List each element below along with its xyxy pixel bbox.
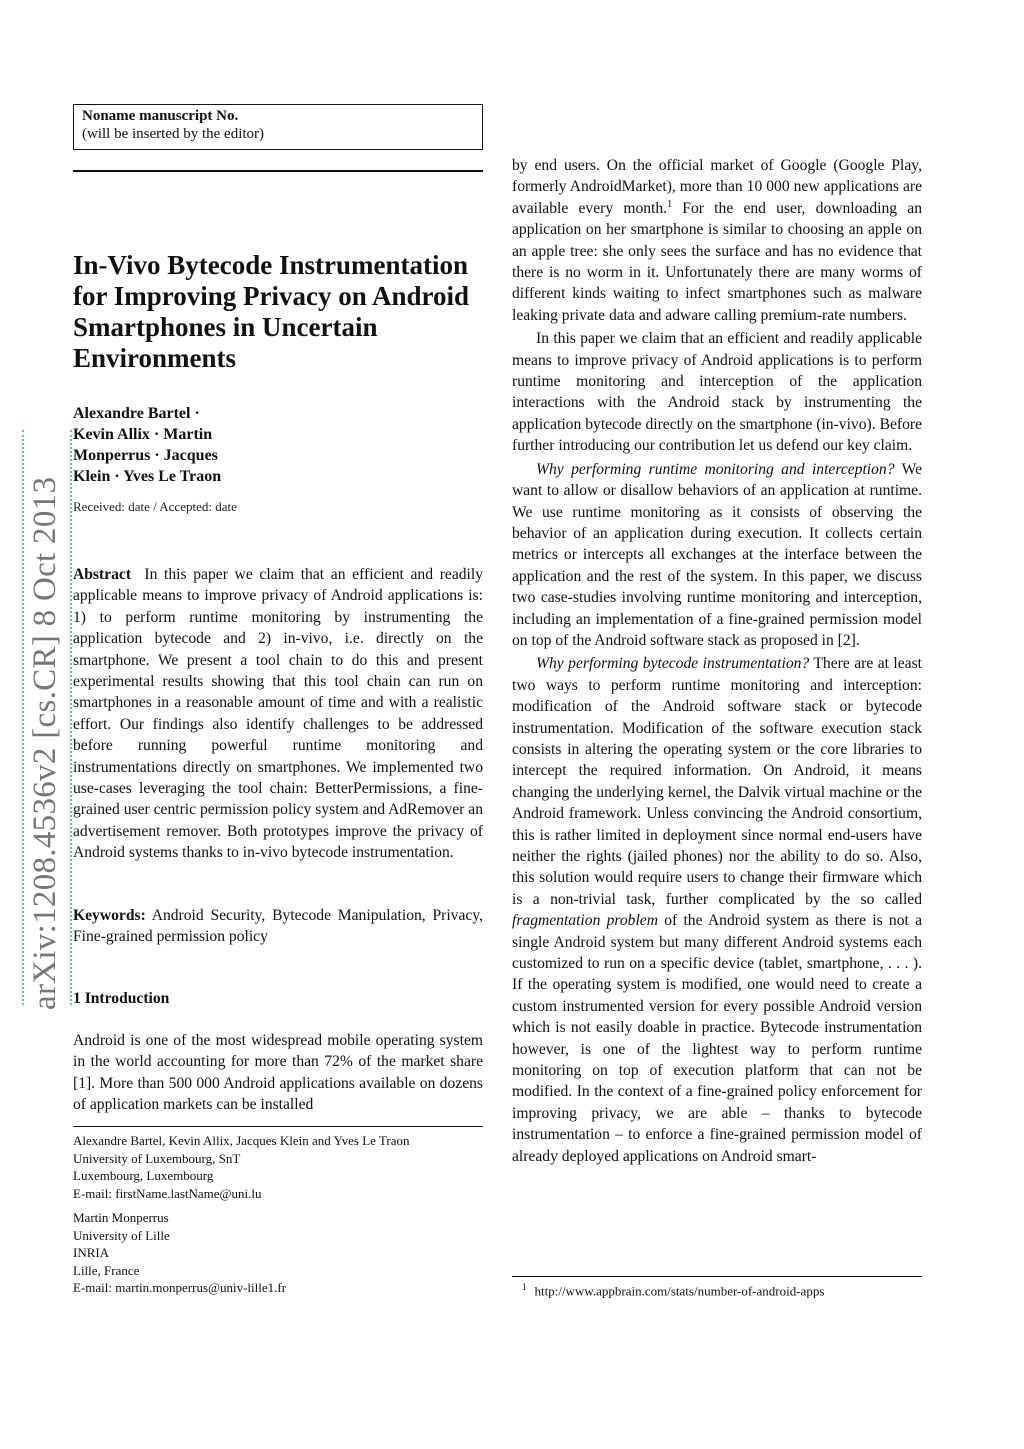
footnote-mark: 1 (522, 1282, 527, 1292)
affiliation-block (73, 1132, 410, 1202)
affiliation-line: E-mail: firstName.lastName@uni.lu (73, 1185, 262, 1201)
body-text: by end users. On the official market of Google (Google Play, formerly AndroidMarket), more than 10 000 new applications are available every month. (512, 157, 922, 217)
author-line: Klein · Yves Le Traon (73, 468, 222, 485)
footnote (522, 1282, 824, 1299)
abstract-label: Abstract (73, 566, 132, 583)
footnote-ref: 1 (667, 198, 673, 210)
keywords-text: Android Security, Bytecode Manipulation, Privacy, Fine-grained permission policy (73, 907, 484, 946)
body-paragraph (512, 653, 922, 1167)
received-date: Received: date / Accepted: date (73, 499, 237, 514)
affiliation-line: Martin Monperrus (73, 1210, 169, 1225)
affiliation-line: INRIA (73, 1245, 110, 1260)
body-paragraph (512, 155, 922, 326)
abstract (73, 564, 483, 864)
right-column (512, 155, 922, 1167)
affiliation-rule (73, 1126, 483, 1127)
paragraph-lead: Why performing runtime monitoring and interception? (536, 460, 895, 478)
keywords (73, 905, 483, 948)
arxiv-identifier: arXiv:1208.4536v2 [cs.CR] 8 Oct 2013 (27, 476, 63, 1010)
body-paragraph (512, 459, 922, 652)
abstract-text: In this paper we claim that an efficient and readily applicable means to improve privacy of Android applications is: 1) to perform runtime monitoring by instrumenting the application bytecode and 2) in-vivo, i.e. directly on the smartphone. We present a tool chain to do this and present experimental results showing that this tool chain can run on smartphones in a reasonable amount of time and with a realistic effort. Our findings also identify challenges to be addressed before running powerful runtime monitoring and instrumentations directly on smartphones. We implemented two use-cases leveraging the tool chain: BetterPermissions, a fine-grained user centric permission policy system and AdRemover an advertisement remover. Both prototypes improve the privacy of Android systems thanks to in-vivo bytecode instrumentation. (73, 566, 483, 862)
keywords-label: Keywords: (73, 907, 146, 924)
author-line: Monperrus · Jacques (73, 447, 218, 464)
paper-title: In-Vivo Bytecode Instrumentation for Improving Privacy on Android Smartphones in Uncertain Environments (73, 250, 470, 373)
body-text: For the end user, downloading an application on her smartphone is similar to choosing an apple on an apple tree: she only sees the surface and has no evidence that there is no worm in it. Unfortunately there are many worms of different kinds waiting to infect smartphones such as malware leaking private data and adware calling premium-rate numbers. (512, 199, 923, 324)
affiliation-block (73, 1209, 286, 1297)
body-paragraph: In this paper we claim that an efficient and readily applicable means to improve privacy of Android applications is to perform runtime monitoring and interception of the application interactions with the Android stack by instrumenting the application bytecode directly on the smartphone (in-vivo). Before further introducing our contribution let us defend our key claim. (512, 330, 922, 455)
footnote-link[interactable]: http://www.appbrain.com/stats/number-of-android-apps (534, 1283, 825, 1299)
emphasis-term: fragmentation problem (512, 912, 658, 930)
paragraph-lead: Why performing bytecode instrumentation? (536, 655, 810, 673)
affiliation-line: University of Lille (73, 1227, 170, 1243)
author-list (73, 403, 273, 487)
affiliation-line: Lille, France (73, 1262, 140, 1278)
body-text: of the Android system as there is not a single Android system but many different Android systems each customized to run on a specific device (tablet, smartphone, . . . ). If the operating system is modified, one would need to create a custom instrumented version for every possible Android version which is not easily doable in practice. Bytecode instrumentation however, is one of the lightest way to perform runtime monitoring on top of execution platform that can not be modified. In the context of a fine-grained policy enforcement for improving privacy, we are able – thanks to bytecode instrumentation – to enforce a fine-grained permission model of already deployed applications on Android smart- (512, 912, 922, 1165)
affiliation-line: Alexandre Bartel, Kevin Allix, Jacques Klein and Yves Le Traon (73, 1133, 410, 1148)
section-heading-introduction: 1 Introduction (73, 990, 170, 1007)
introduction-paragraph: Android is one of the most widespread mobile operating system in the world accounting for more than 72% of the market share [1]. More than 500 000 Android applications available on dozens of application markets can be installed (73, 1032, 483, 1114)
affiliation-line: University of Luxembourg, SnT (73, 1150, 241, 1166)
author-line: Kevin Allix · Martin (73, 426, 213, 443)
title-rule (73, 170, 483, 172)
body-text: We want to allow or disallow behaviors of an application at runtime. We use runtime monitoring as it consists of observing the behavior of an application during execution. It collects certain metrics or intercepts all exchanges at the interface between the application and the rest of the system. In this paper, we discuss two case-studies involving runtime monitoring and interception, including an implementation of a fine-grained permission model on top of the Android software stack as proposed in [2]. (512, 460, 922, 649)
footnote-rule (512, 1276, 922, 1277)
affiliation-line: Luxembourg, Luxembourg (73, 1168, 214, 1183)
manuscript-label: Noname manuscript No. (82, 108, 239, 124)
manuscript-box (73, 104, 483, 150)
affiliation-line: E-mail: martin.monperrus@univ-lille1.fr (73, 1280, 287, 1295)
body-text: There are at least two ways to perform runtime monitoring and interception: modification of the Android software stack or bytecode instrumentation. Modification of the software execution stack consists in altering the operating system or the core libraries to intercept the required information. On Android, it means changing the underlying kernel, the Dalvik virtual machine or the Android framework. Unless convincing the Android consortium, this is rather limited in deployment since normal end-users have neither the rights (jailed phones) nor the ability to do so. Also, this solution would require users to change their firmware which is a non-trivial task, further complicated by the so called (512, 655, 922, 908)
manuscript-note: (will be inserted by the editor) (82, 126, 265, 142)
author-line: Alexandre Bartel · (73, 405, 200, 422)
